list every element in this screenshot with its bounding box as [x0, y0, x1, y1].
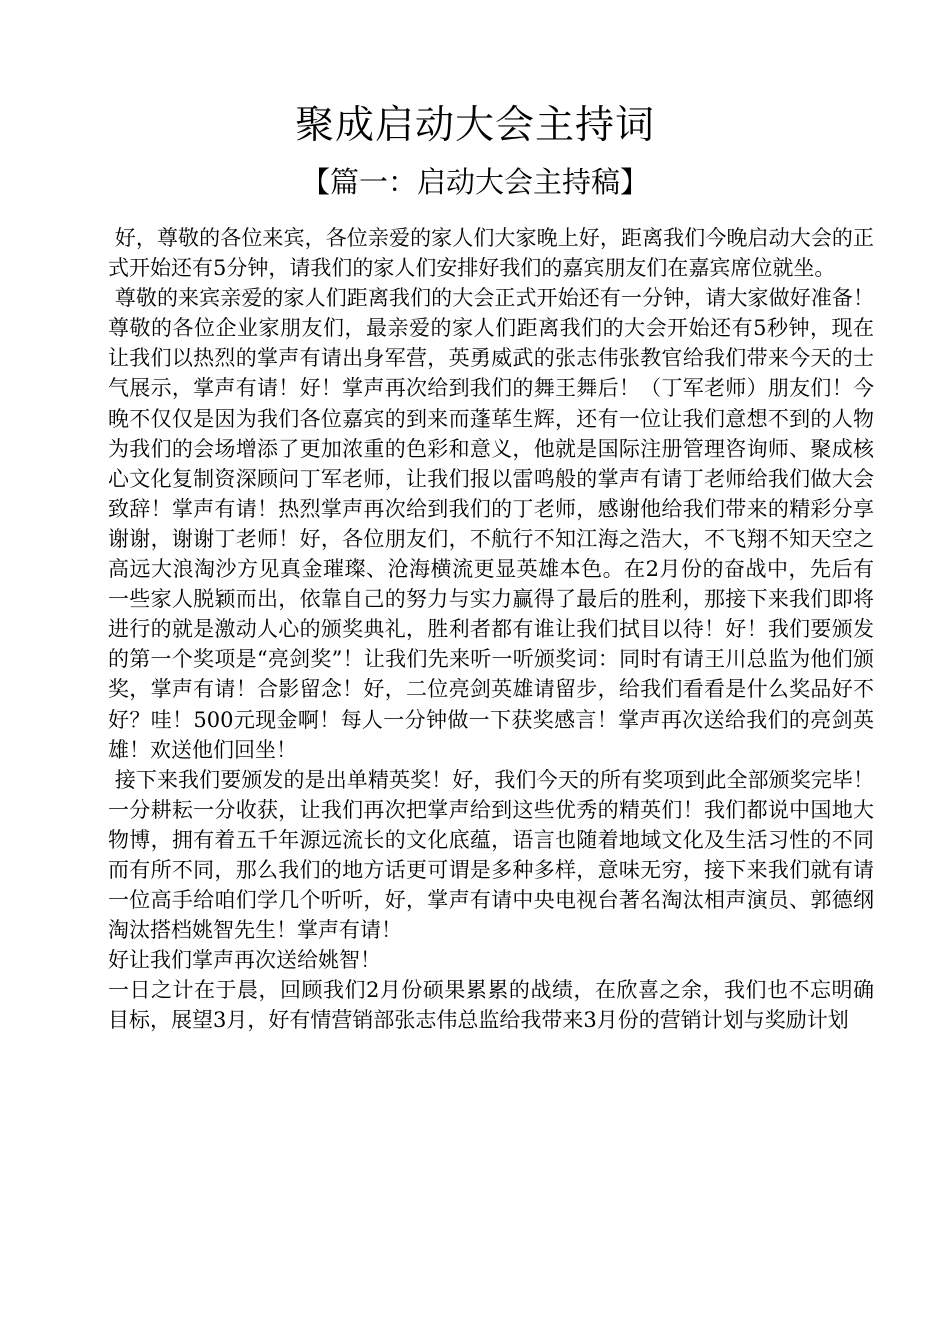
paragraph: 接下来我们要颁发的是出单精英奖！好，我们今天的所有奖项到此全部颁奖完毕！一分耕耘一分收获，让我们再次把掌声给到这些优秀的精英们！我们都说中国地大物博，拥有着五千年源远流长的文化底蕴，语言也随着地域文化及生活习性的不同而有所不同，那么我们的地方话更可谓是多种多样，意味无穷，接下来我们就有请一位高手给咱们学几个听听，好，掌声有请中央电视台著名淘汰相声演员、郭德纲淘汰搭档姚智先生！掌声有请！ — [108, 767, 874, 943]
document-title: 聚成启动大会主持词 — [294, 103, 655, 148]
paragraph: 好，尊敬的各位来宾，各位亲爱的家人们大家晚上好，距离我们今晚启动大会的正式开始还有5分钟，请我们的家人们安排好我们的嘉宾朋友们在嘉宾席位就坐。 — [108, 226, 874, 281]
paragraph: 尊敬的来宾亲爱的家人们距离我们的大会正式开始还有一分钟，请大家做好准备！尊敬的各位企业家朋友们，最亲爱的家人们距离我们的大会开始还有5秒钟，现在让我们以热烈的掌声有请出身军营，英勇威武的张志伟张教官给我们带来今天的士气展示，掌声有请！好！掌声再次给到我们的舞王舞后！（丁军老师）朋友们！今晚不仅仅是因为我们各位嘉宾的到来而蓬荜生辉，还有一位让我们意想不到的人物为我们的会场增添了更加浓重的色彩和意义，他就是国际注册管理咨询师、聚成核心文化复制资深顾问丁军老师，让我们报以雷鸣般的掌声有请丁老师给我们做大会致辞！掌声有请！热烈掌声再次给到我们的丁老师，感谢他给我们带来的精彩分享谢谢，谢谢丁老师！好，各位朋友们，不航行不知江海之浩大，不飞翔不知天空之高远大浪淘沙方见真金璀璨、沧海横流更显英雄本色。在2月份的奋战中，先后有一些家人脱颖而出，依靠自己的努力与实力赢得了最后的胜利，那接下来我们即将进行的就是激动人心的颁奖典礼，胜利者都有谁让我们拭目以待！好！我们要颁发的第一个奖项是“亮剑奖”！让我们先来听一听颁奖词：同时有请王川总监为他们颁奖，掌声有请！合影留念！好，二位亮剑英雄请留步，给我们看看是什么奖品好不好？哇！500元现金啊！每人一分钟做一下获奖感言！掌声再次送给我们的亮剑英雄！欢送他们回坐！ — [108, 286, 874, 762]
paragraph: 好让我们掌声再次送给姚智！ — [108, 948, 381, 973]
paragraph: 一日之计在于晨，回顾我们2月份硕果累累的战绩，在欣喜之余，我们也不忘明确目标，展望3月，好有情营销部张志伟总监给我带来3月份的营销计划与奖励计划 — [108, 978, 874, 1033]
document-body — [108, 223, 874, 1036]
document-subtitle: 【篇一：启动大会主持稿】 — [300, 165, 649, 199]
